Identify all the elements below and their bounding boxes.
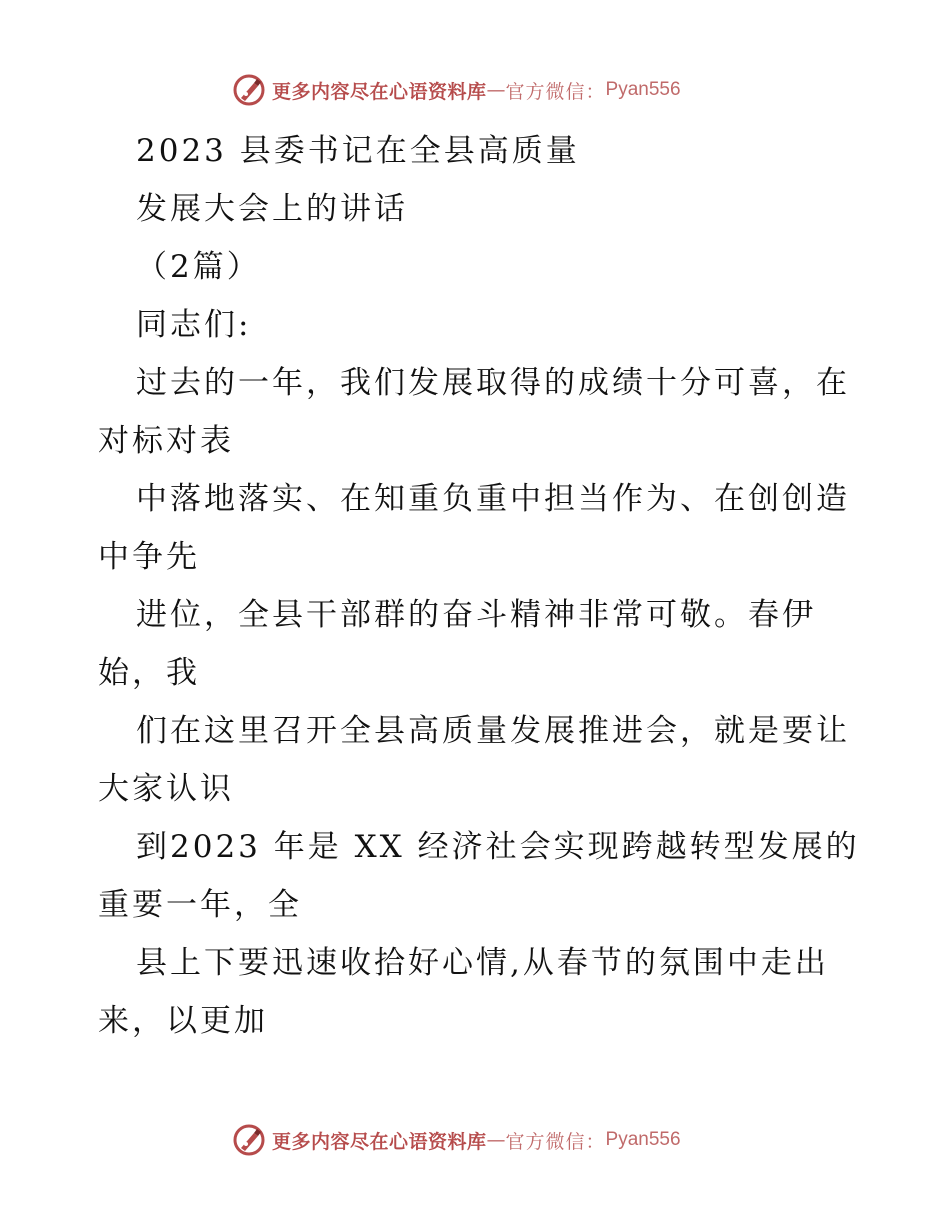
pen-logo-icon xyxy=(232,73,266,107)
watermark-separator: — xyxy=(486,79,506,101)
watermark-wechat-label: 官方微信： xyxy=(505,80,606,103)
doc-paragraph-line: 中落地落实、在知重负重中担当作为、在创创造 xyxy=(136,481,850,517)
doc-title-line-2: 发展大会上的讲话 xyxy=(136,191,408,227)
doc-paragraph-line: 中争先 xyxy=(98,539,200,575)
doc-paragraph-line: 县上下要迅速收拾好心情,从春节的氛围中走出 xyxy=(136,945,829,981)
doc-paragraph-line: 重要一年，全 xyxy=(98,887,302,923)
doc-paragraph-line: 们在这里召开全县高质量发展推进会，就是要让 xyxy=(136,713,850,749)
watermark-wechat-id: Pyan556 xyxy=(605,79,681,100)
header-watermark xyxy=(232,72,681,108)
doc-salutation: 同志们: xyxy=(136,307,252,343)
doc-paragraph-line: 始，我 xyxy=(98,655,200,691)
doc-title-line-1: 2023 县委书记在全县高质量 xyxy=(136,133,580,169)
watermark-brand: 更多内容尽在心语资料库 xyxy=(272,1130,487,1153)
watermark-brand: 更多内容尽在心语资料库 xyxy=(272,80,487,103)
doc-paragraph-line: 大家认识 xyxy=(98,771,234,807)
doc-paragraph-line: 进位，全县干部群的奋斗精神非常可敬。春伊 xyxy=(136,597,816,633)
pen-logo-icon xyxy=(232,1123,266,1157)
doc-paragraph-line: 来，以更加 xyxy=(98,1003,268,1039)
watermark-separator: — xyxy=(486,1129,506,1151)
doc-paragraph-line: 对标对表 xyxy=(98,423,234,459)
watermark-wechat-id: Pyan556 xyxy=(605,1129,681,1150)
watermark-wechat-label: 官方微信： xyxy=(505,1130,606,1153)
doc-paragraph-line: 过去的一年，我们发展取得的成绩十分可喜，在 xyxy=(136,365,850,401)
doc-subtitle: （2篇） xyxy=(136,249,261,285)
document-body xyxy=(98,122,858,1050)
footer-watermark xyxy=(232,1122,681,1158)
doc-paragraph-line: 到2023 年是 XX 经济社会实现跨越转型发展的 xyxy=(136,829,860,865)
